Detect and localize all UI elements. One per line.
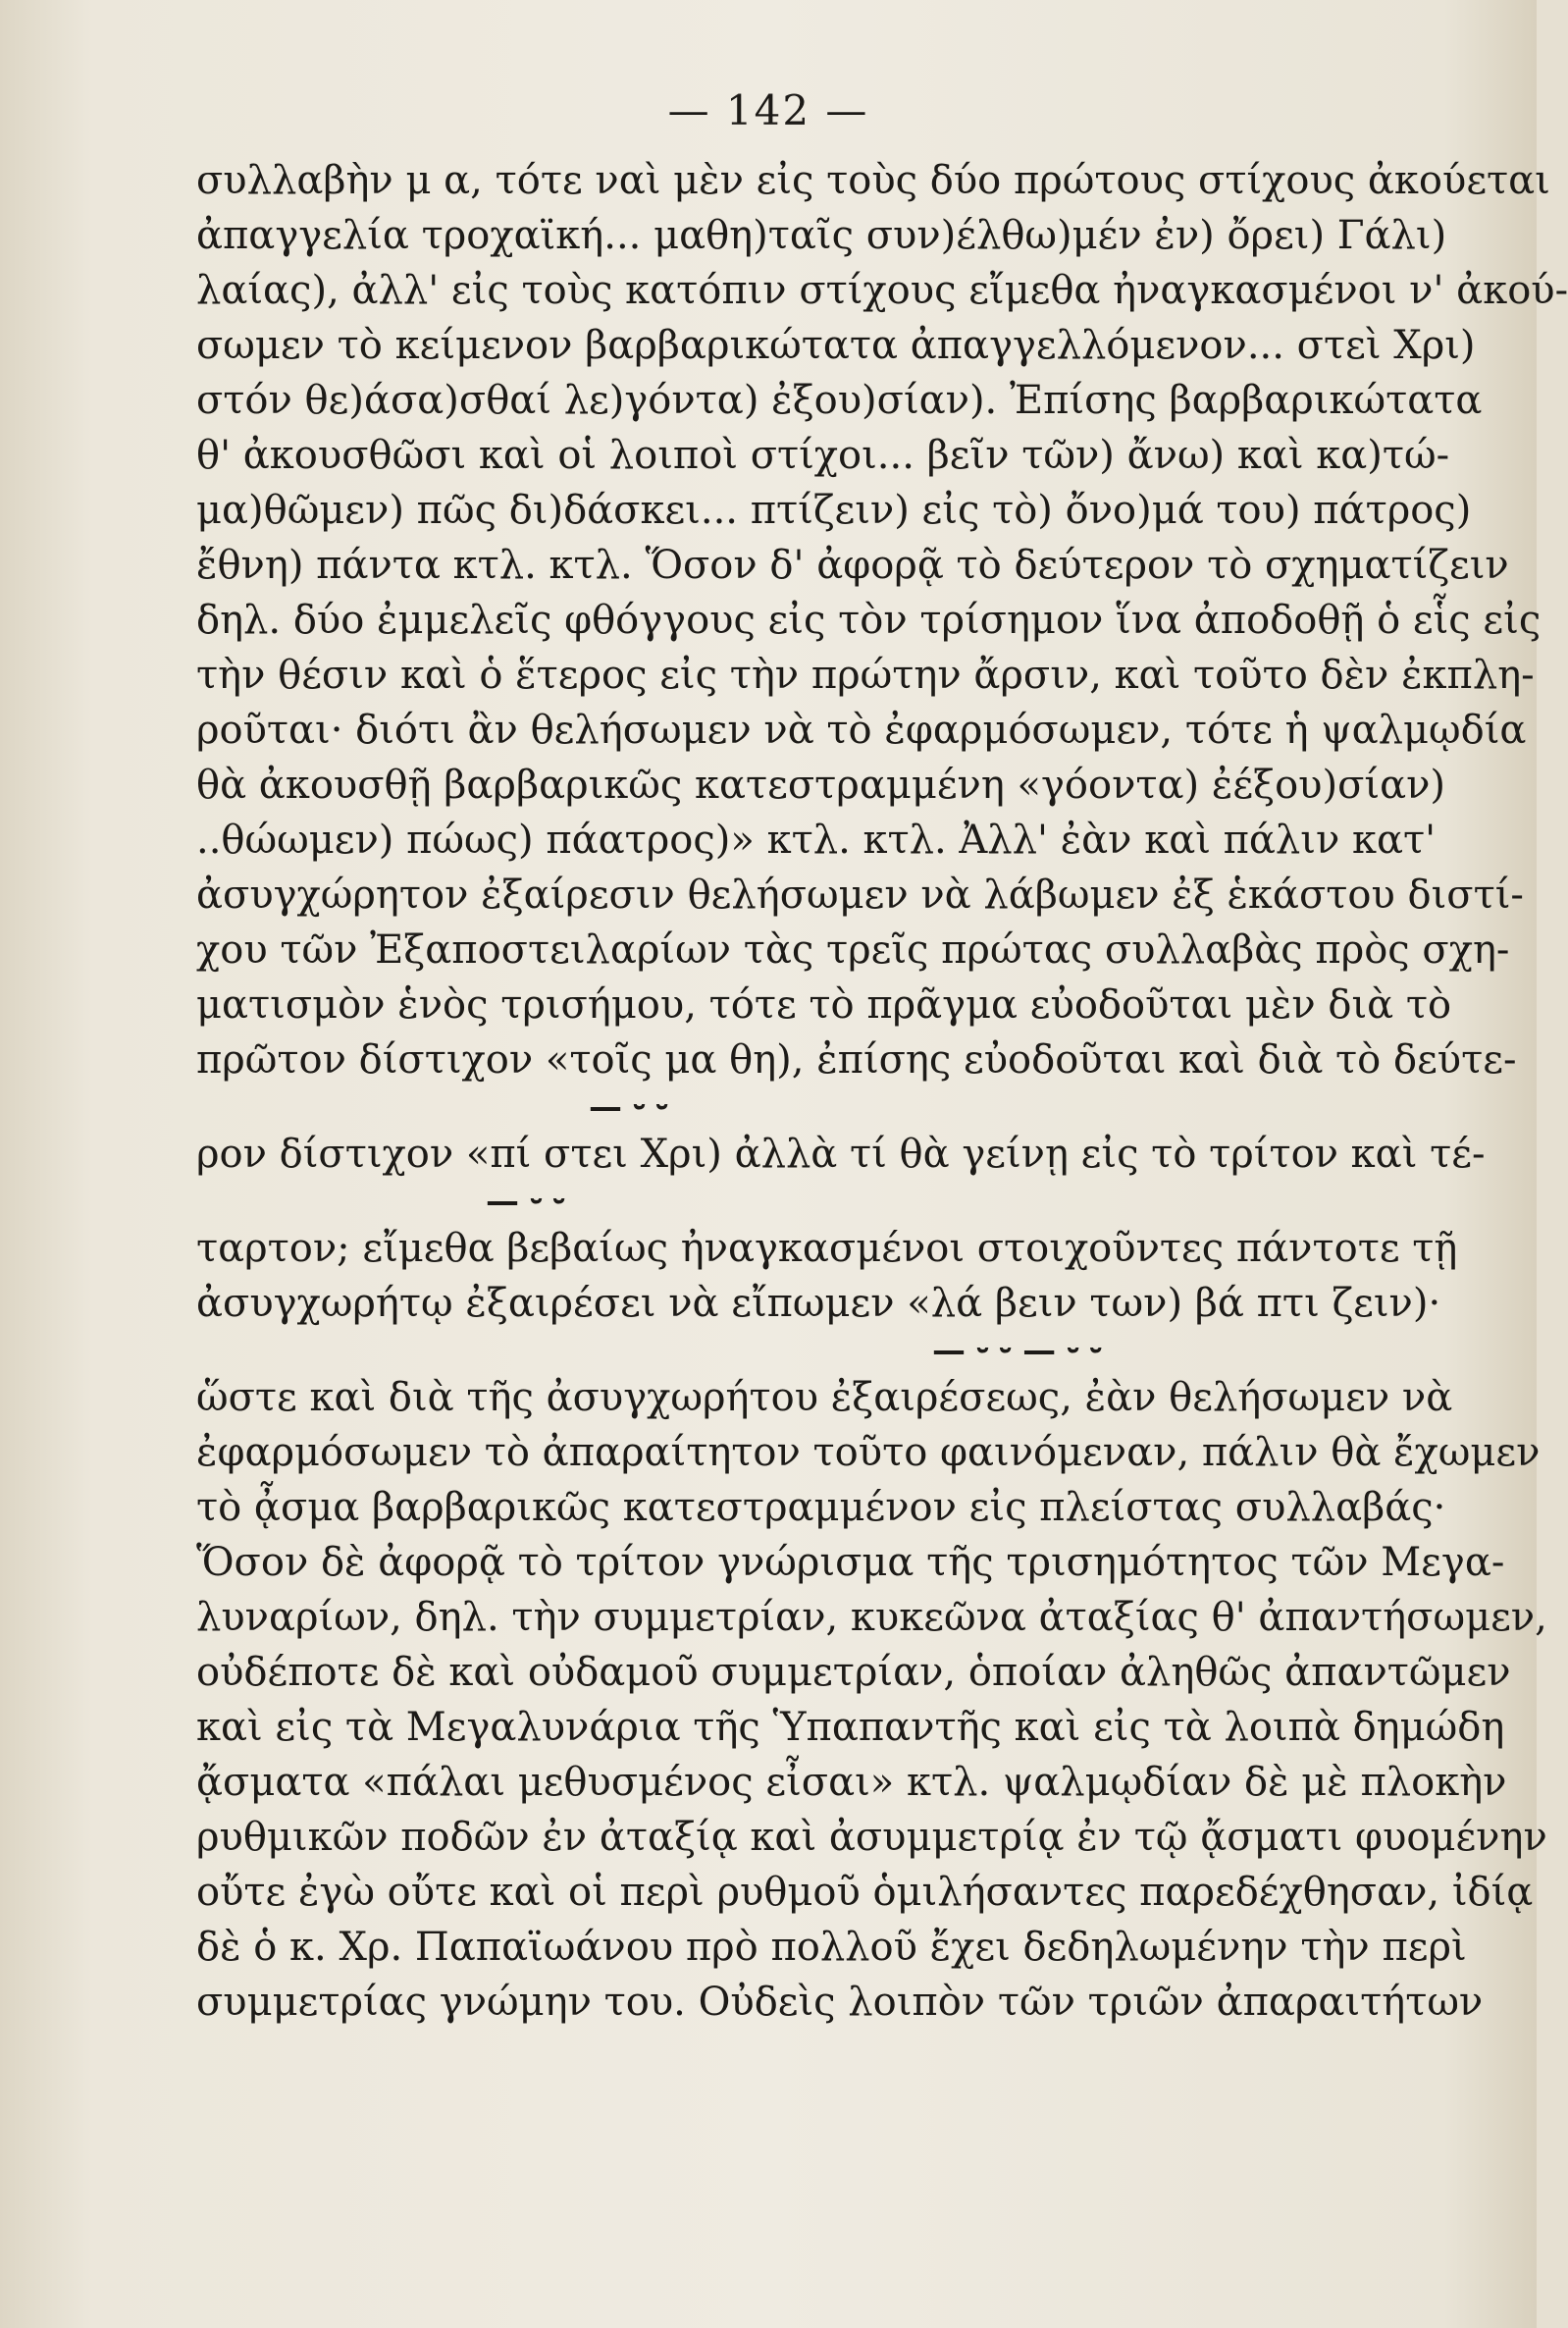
text-line: τὴν θέσιν καὶ ὁ ἕτερος εἰς τὴν πρώτην ἄρσιν, καὶ τοῦτο δὲν ἐκπλη- <box>196 653 1535 698</box>
text-line: οὐδέποτε δὲ καὶ οὐδαμοῦ συμμετρίαν, ὁποίαν ἀληθῶς ἀπαντῶμεν <box>196 1650 1511 1695</box>
text-line: στόν θε)άσα)σθαί λε)γόντα) ἐξου)σίαν). Ἐπίσης βαρβαρικώτατα <box>196 378 1483 423</box>
body-text <box>196 153 1568 2030</box>
text-line: ταρτον; εἴμεθα βεβαίως ἠναγκασμένοι στοιχοῦντες πάντοτε τῇ <box>196 1226 1458 1271</box>
text-line: ρον δίστιχον «πί στει Χρι) ἀλλὰ τί θὰ γείνῃ εἰς τὸ τρίτον καὶ τέ- <box>196 1132 1486 1177</box>
meter-mark: — ⏑ ⏑ — ⏑ ⏑ <box>932 1331 1102 1370</box>
text-line: ὥστε καὶ διὰ τῆς ἀσυγχωρήτου ἐξαιρέσεως, ἐὰν θελήσωμεν νὰ <box>196 1375 1453 1420</box>
text-line: ..θώωμεν) πώως) πάατρος)» κτλ. κτλ. Ἀλλ' ἐὰν καὶ πάλιν κατ' <box>196 818 1437 863</box>
text-line: θὰ ἀκουσθῇ βαρβαρικῶς κατεστραμμένη «γόοντα) ἐέξου)σίαν) <box>196 763 1446 808</box>
text-line: σωμεν τὸ κείμενον βαρβαρικώτατα ἀπαγγελλόμενον... στεὶ Χρι) <box>196 323 1476 368</box>
text-line: ἀσυγχωρήτῳ ἐξαιρέσει νὰ εἴπωμεν «λά βειν των) βά πτι ζειν)· <box>196 1281 1441 1326</box>
text-line: λαίας), ἀλλ' εἰς τοὺς κατόπιν στίχους εἴμεθα ἠναγκασμένοι ν' ἀκού- <box>196 268 1568 313</box>
page-number: — 142 — <box>667 86 869 134</box>
text-line: συμμετρίας γνώμην του. Οὐδεὶς λοιπὸν τῶν τριῶν ἀπαραιτήτων <box>196 1980 1484 2025</box>
text-line: δηλ. δύο ἐμμελεῖς φθόγγους εἰς τὸν τρίσημον ἵνα ἀποδοθῇ ὁ εἷς εἰς <box>196 598 1542 643</box>
text-line: ἐφαρμόσωμεν τὸ ἀπαραίτητον τοῦτο φαινόμεναν, πάλιν θὰ ἔχωμεν <box>196 1430 1541 1475</box>
text-line: ροῦται· διότι ἂν θελήσωμεν νὰ τὸ ἐφαρμόσωμεν, τότε ἡ ψαλμῳδία <box>196 708 1527 753</box>
text-line: οὔτε ἐγὼ οὔτε καὶ οἱ περὶ ρυθμοῦ ὁμιλήσαντες παρεδέχθησαν, ἰδίᾳ <box>196 1870 1534 1915</box>
text-line: χου τῶν Ἐξαποστειλαρίων τὰς τρεῖς πρώτας συλλαβὰς πρὸς σχη- <box>196 927 1510 973</box>
text-line: θ' ἀκουσθῶσι καὶ οἱ λοιποὶ στίχοι... βεῖν τῶν) ἄνω) καὶ κα)τώ- <box>196 433 1450 478</box>
text-line: συλλαβὴν μ α, τότε ναὶ μὲν εἰς τοὺς δύο πρώτους στίχους ἀκούεται <box>196 158 1550 203</box>
text-line: ρυθμικῶν ποδῶν ἐν ἀταξίᾳ καὶ ἀσυμμετρίᾳ ἐν τῷ ᾄσματι φυομένην <box>196 1815 1547 1860</box>
text-line: ἀπαγγελία τροχαϊκή... μαθη)ταῖς συν)έλθω)μέν ἐν) ὄρει) Γάλι) <box>196 213 1447 258</box>
text-line: ᾄσματα «πάλαι μεθυσμένος εἶσαι» κτλ. ψαλμῳδίαν δὲ μὲ πλοκὴν <box>196 1760 1507 1805</box>
meter-mark: — ⏑ ⏑ <box>589 1087 668 1127</box>
meter-mark: — ⏑ ⏑ <box>486 1182 565 1221</box>
text-line: καὶ εἰς τὰ Μεγαλυνάρια τῆς Ὑπαπαντῆς καὶ εἰς τὰ λοιπὰ δημώδη <box>196 1705 1505 1750</box>
meter-marks <box>196 1087 1423 1127</box>
text-line: ἔθνη) πάντα κτλ. κτλ. Ὅσον δ' ἀφορᾷ τὸ δεύτερον τὸ σχηματίζειν <box>196 543 1509 588</box>
meter-marks <box>196 1331 1423 1370</box>
text-line: δὲ ὁ κ. Χρ. Παπαϊωάνου πρὸ πολλοῦ ἔχει δεδηλωμένην τὴν περὶ <box>196 1925 1467 1970</box>
meter-marks <box>196 1182 1423 1221</box>
text-line: Ὅσον δὲ ἀφορᾷ τὸ τρίτον γνώρισμα τῆς τρισημότητος τῶν Μεγα- <box>196 1540 1505 1585</box>
text-line: ματισμὸν ἑνὸς τρισήμου, τότε τὸ πρᾶγμα εὐοδοῦται μὲν διὰ τὸ <box>196 982 1452 1028</box>
text-line: μα)θῶμεν) πῶς δι)δάσκει... πτίζειν) εἰς τὸ) ὄνο)μά του) πάτρος) <box>196 488 1472 533</box>
text-line: λυναρίων, δηλ. τὴν συμμετρίαν, κυκεῶνα ἀταξίας θ' ἀπαντήσωμεν, <box>196 1595 1547 1640</box>
text-line: ἀσυγχώρητον ἐξαίρεσιν θελήσωμεν νὰ λάβωμεν ἐξ ἑκάστου διστί- <box>196 873 1524 918</box>
text-line: τὸ ᾆσμα βαρβαρικῶς κατεστραμμένον εἰς πλείστας συλλαβάς· <box>196 1485 1446 1530</box>
text-line: πρῶτον δίστιχον «τοῖς μα θη), ἐπίσης εὐοδοῦται καὶ διὰ τὸ δεύτε- <box>196 1037 1517 1083</box>
